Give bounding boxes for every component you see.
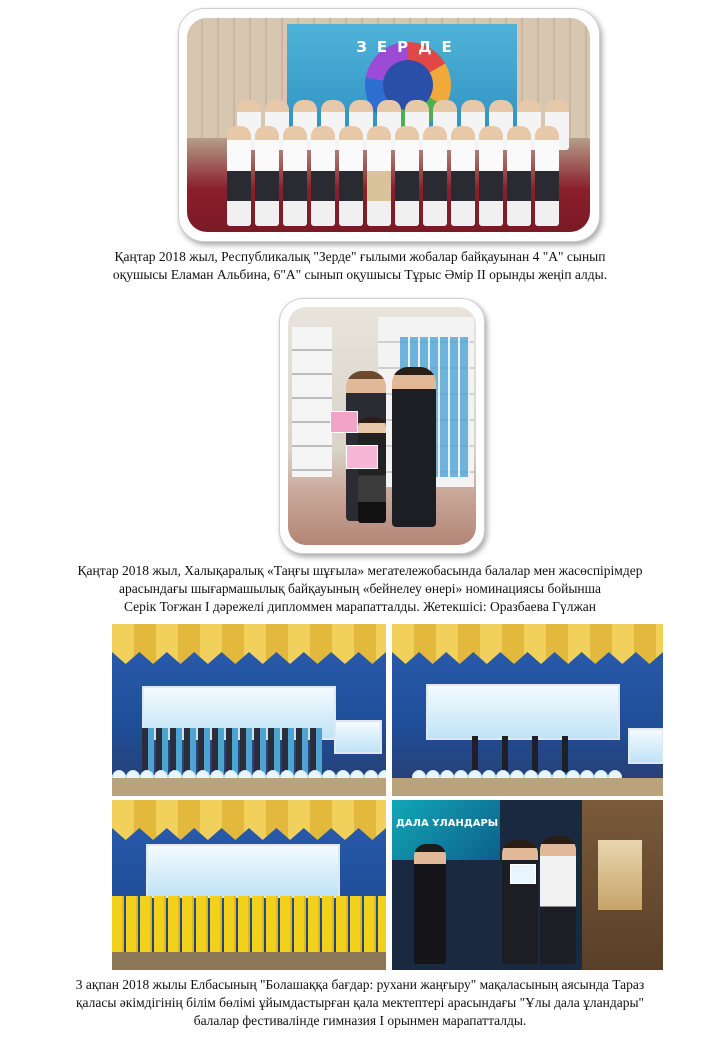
festival-photo-yellow-team bbox=[112, 800, 386, 970]
caption-festival-line3: балалар фестивалінде гимназия І орынмен марапатталды. bbox=[193, 1013, 527, 1028]
students-front-row bbox=[227, 126, 559, 226]
student-girl bbox=[358, 417, 386, 523]
caption-zerde-line1: Қаңтар 2018 жыл, Республикалық "Зерде" ғылыми жобалар байқауынан 4 "А" сынып bbox=[114, 249, 606, 264]
projector-screen bbox=[628, 728, 663, 764]
zerde-group-photo bbox=[187, 18, 590, 232]
performers bbox=[472, 736, 592, 772]
projector-screen bbox=[334, 720, 382, 754]
photo-tangy-shugyla-award bbox=[279, 298, 485, 554]
festival-photo-award bbox=[392, 800, 663, 970]
caption-festival bbox=[0, 976, 720, 1030]
festival-banner-text: ДАЛА ҰЛАНДАРЫ bbox=[396, 818, 499, 829]
award-certificate bbox=[510, 864, 536, 884]
award-photo bbox=[288, 307, 476, 545]
presenter-left bbox=[502, 840, 538, 964]
caption-festival-line2: қаласы әкімдігінің білім бөлімі ұйымдастырған қала мектептері арасындағы "Ұлы дала ұландары" bbox=[75, 995, 645, 1010]
costumed-performers bbox=[598, 840, 642, 910]
presenter-right bbox=[540, 836, 576, 964]
photo-zerde-science-fair bbox=[178, 8, 600, 242]
stage-backdrop bbox=[146, 844, 340, 898]
festival-photo-choir bbox=[112, 624, 386, 796]
zerde-logo-text: ЗЕРДЕ bbox=[356, 38, 462, 56]
caption-tangy-line1: Қаңтар 2018 жыл, Халықаралық «Таңғы шұғыла» мегатележобасында балалар мен жасөспірімдер bbox=[77, 563, 643, 578]
caption-zerde-line2: оқушысы Еламан Альбина, 6"А" сынып оқушысы Тұрыс Әмір ІІ орынды жеңіп алды. bbox=[112, 267, 608, 282]
stage-backdrop bbox=[426, 684, 620, 740]
caption-tangy-line2: арасындағы шығармашылық байқауының «бейнелеу өнері» номинациясы бойынша bbox=[118, 581, 602, 596]
teacher-right bbox=[392, 367, 436, 527]
students-yellow-shirts bbox=[112, 896, 386, 952]
diploma-certificate bbox=[346, 445, 378, 469]
caption-zerde bbox=[0, 248, 720, 284]
caption-festival-line1: 3 ақпан 2018 жылы Елбасының "Болашаққа бағдар: рухани жаңғыру" мақаласының аясында Тараз bbox=[75, 977, 645, 992]
festival-photo-stage bbox=[392, 624, 663, 796]
caption-tangy-line3: Серік Тоғжан І дәрежелі дипломмен марапатталды. Жетекшісі: Оразбаева Гүлжан bbox=[123, 599, 597, 614]
festival-banner bbox=[392, 800, 500, 860]
caption-tangy-shugyla bbox=[0, 562, 720, 616]
choir-students bbox=[142, 728, 322, 774]
boy-in-suit bbox=[414, 844, 446, 964]
left-shelf bbox=[292, 327, 332, 477]
diploma-pink bbox=[330, 411, 358, 433]
